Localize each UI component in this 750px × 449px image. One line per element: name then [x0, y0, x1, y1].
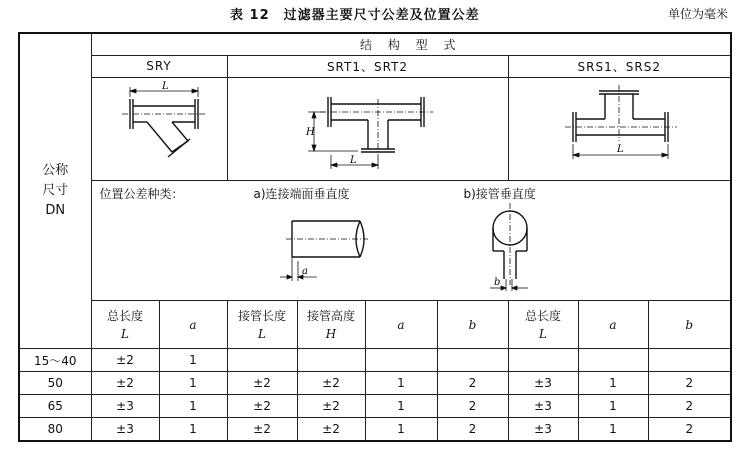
cell: 2 [437, 372, 508, 395]
col-sym: L [539, 326, 547, 341]
col-name: 总长度 [524, 308, 561, 323]
col-sym: a [397, 317, 405, 332]
col-header [508, 301, 578, 349]
dn-line-2: 尺寸 [42, 183, 69, 199]
type-srt: SRT1、SRT2 [227, 55, 508, 77]
cell: ±3 [91, 395, 159, 418]
tolerance-table [18, 32, 732, 442]
cell: ±2 [297, 418, 365, 441]
srt-drawing [228, 79, 506, 179]
col-name: 总长度 [106, 308, 143, 323]
position-tolerance-cell [91, 180, 731, 300]
cell: ±2 [227, 372, 297, 395]
cell: ±2 [297, 395, 365, 418]
table-row [19, 418, 731, 441]
cell: 2 [648, 372, 731, 395]
cell: ±2 [91, 349, 159, 372]
srt-dim-l: L [349, 154, 357, 166]
cell: ±3 [508, 372, 578, 395]
sry-diagram [91, 77, 227, 180]
cell [648, 349, 731, 372]
cell [578, 349, 648, 372]
cell: 2 [437, 395, 508, 418]
cell: 1 [159, 349, 227, 372]
cell: ±3 [508, 395, 578, 418]
table-row [19, 395, 731, 418]
position-b-label: b)接管垂直度 [463, 186, 536, 201]
position-a-label: a)连接端面垂直度 [253, 186, 350, 201]
col-header [159, 301, 227, 349]
column-header-row [19, 301, 731, 349]
cell [227, 349, 297, 372]
col-header [297, 301, 365, 349]
title-bar [0, 4, 750, 26]
position-types-label: 位置公差种类： [99, 186, 184, 201]
cell [297, 349, 365, 372]
row-dn: 15～40 [19, 349, 91, 372]
cell: ±2 [227, 418, 297, 441]
cell: 2 [648, 418, 731, 441]
srt-diagram [227, 77, 508, 180]
dn-line-1: 公称 [42, 163, 69, 179]
dn-header [19, 33, 91, 349]
cell [437, 349, 508, 372]
srs-diagram [508, 77, 731, 180]
col-sym: a [609, 317, 617, 332]
cell: 1 [365, 395, 437, 418]
cell: 1 [578, 372, 648, 395]
srs-drawing [509, 79, 732, 179]
srs-dim-l: L [616, 143, 624, 155]
sry-dim-l: L [161, 80, 169, 92]
cell: ±2 [227, 395, 297, 418]
col-name: 接管高度 [306, 308, 355, 323]
cell [365, 349, 437, 372]
sry-drawing [92, 79, 228, 179]
table-row [19, 349, 731, 372]
cell: 1 [578, 418, 648, 441]
col-sym: L [121, 326, 129, 341]
col-header [365, 301, 437, 349]
position-drawings [92, 181, 730, 299]
row-dn: 80 [19, 418, 91, 441]
dn-line-3: DN [45, 203, 66, 219]
cell: ±3 [91, 418, 159, 441]
row-dn: 65 [19, 395, 91, 418]
cell: 1 [159, 372, 227, 395]
cell: 1 [159, 395, 227, 418]
cell: 2 [648, 395, 731, 418]
row-dn: 50 [19, 372, 91, 395]
col-sym: b [468, 317, 477, 332]
cell: 1 [365, 418, 437, 441]
pos-dim-a: a [301, 265, 308, 277]
structure-header: 结 构 型 式 [91, 33, 731, 55]
cell [508, 349, 578, 372]
cell: ±2 [297, 372, 365, 395]
cell: ±2 [91, 372, 159, 395]
cell: 1 [159, 418, 227, 441]
cell: 1 [365, 372, 437, 395]
cell: 2 [437, 418, 508, 441]
unit-label: 单位为毫米 [667, 7, 728, 21]
col-header [437, 301, 508, 349]
table-title: 表 12 过滤器主要尺寸公差及位置公差 [230, 8, 480, 23]
col-sym: L [258, 326, 266, 341]
cell: ±3 [508, 418, 578, 441]
cell: 1 [578, 395, 648, 418]
col-name: 接管长度 [237, 308, 286, 323]
col-header [91, 301, 159, 349]
col-sym: H [325, 326, 337, 341]
table-row [19, 372, 731, 395]
srt-dim-h: H [305, 126, 315, 138]
pos-dim-b: b [493, 276, 500, 288]
col-sym: b [685, 317, 694, 332]
type-sry: SRY [91, 55, 227, 77]
type-srs: SRS1、SRS2 [508, 55, 731, 77]
col-header [648, 301, 731, 349]
col-header [227, 301, 297, 349]
col-sym: a [189, 317, 197, 332]
col-header [578, 301, 648, 349]
